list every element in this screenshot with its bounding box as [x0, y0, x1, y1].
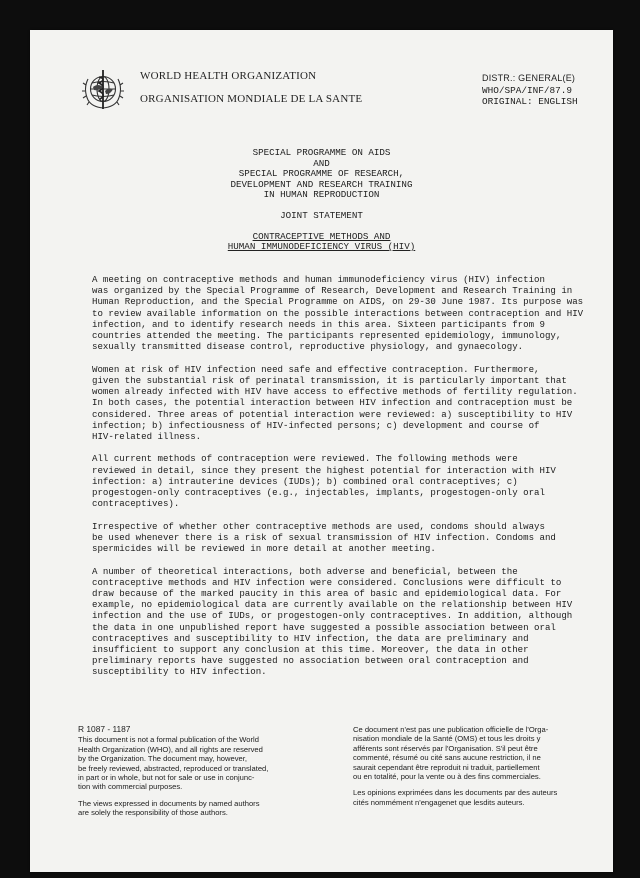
text-line: cités nommément n'engagenet que lesdits auteurs. — [353, 797, 525, 807]
footer-notice-french — [353, 725, 583, 814]
programme-title-line: SPECIAL PROGRAMME OF RESEARCH, — [238, 168, 405, 180]
text-line: be freely reviewed, abstracted, reproduced or translated, — [78, 763, 269, 773]
text-line: draw because of the marked paucity in this area of basic and epidemiological data. For — [92, 588, 562, 600]
text-line: The views expressed in documents by named authors — [78, 798, 260, 808]
text-line: infection: a) intrauterine devices (IUDs); b) combined oral contraceptives; c) — [92, 475, 518, 487]
text-line: women already infected with HIV have access to effective methods of fertility regulation. — [92, 386, 578, 398]
text-line: to review available information on the possible interactions between contraception and HIV — [92, 307, 584, 319]
text-line: All current methods of contraception were reviewed. The following methods were — [92, 453, 518, 465]
text-line: This document is not a formal publication of the World — [78, 735, 259, 745]
text-line: infection; b) infectiousness of HIV-infected persons; c) development and course of — [92, 419, 540, 431]
text-line: commenté, résumé ou cité sans aucune restriction, il ne — [353, 753, 541, 763]
document-number: WHO/SPA/INF/87.9 — [482, 84, 573, 96]
text-line: afférents sont réservés par l'Organisation. S'il peut être — [353, 743, 538, 753]
text-line: contraceptive methods and HIV infection were considered. Conclusions were difficult to — [92, 576, 562, 588]
text-line: tion with commercial purposes. — [78, 782, 183, 792]
body-paragraph — [92, 364, 588, 442]
document-page — [30, 30, 613, 872]
text-line: reviewed in detail, since they present the highest potential for interaction with HIV — [92, 464, 556, 476]
footer-paragraph — [78, 799, 328, 818]
document-reference — [482, 73, 578, 108]
body-paragraph — [92, 521, 588, 555]
text-line: contraceptives). — [92, 498, 180, 510]
title-block — [90, 148, 553, 253]
text-line: A number of theoretical interactions, both adverse and beneficial, between the — [92, 565, 518, 577]
subject-title-line: HUMAN IMMUNODEFICIENCY VIRUS (HIV) — [227, 241, 416, 253]
text-line: countries attended the meeting. The participants represented epidemiology, immunology, — [92, 330, 562, 342]
text-line: HIV-related illness. — [92, 430, 202, 442]
footer-paragraph — [353, 788, 583, 807]
text-line: Les opinions exprimées dans les documents par des auteurs — [353, 788, 558, 798]
who-emblem-icon — [79, 65, 127, 113]
subject-title-line: CONTRACEPTIVE METHODS AND — [252, 230, 391, 242]
statement-body — [92, 274, 588, 689]
text-line: preliminary reports have suggested no association between oral contraception and — [92, 655, 529, 667]
text-line: in part or in whole, but not for sale or use in conjunc- — [78, 773, 255, 783]
text-line: given the substantial risk of perinatal transmission, it is particularly important that — [92, 374, 567, 386]
text-line: infection and the use of IUDs, or progestogen-only contraceptives. In addition, although — [92, 610, 573, 622]
programme-title-line: SPECIAL PROGRAMME ON AIDS — [252, 147, 391, 158]
body-paragraph — [92, 566, 588, 678]
document-code: R 1087 - 1187 — [78, 724, 131, 734]
text-line: infection, and to identify research needs in this area. Sixteen participants from 9 — [92, 318, 545, 330]
text-line: ou en totalité, pour la vente ou à des fins commerciales. — [353, 772, 541, 782]
text-line: Women at risk of HIV infection need safe and effective contraception. Furthermore, — [92, 363, 540, 375]
text-line: Irrespective of whether other contraceptive methods are used, condoms should always — [92, 520, 545, 532]
text-line: sexually transmitted disease control, reproductive physiology, and gynaecology. — [92, 341, 524, 353]
organization-name-french: ORGANISATION MONDIALE DE LA SANTE — [140, 93, 363, 105]
body-paragraph — [92, 274, 588, 352]
text-line: Ce document n'est pas une publication officielle de l'Orga- — [353, 725, 549, 734]
programme-title-line: IN HUMAN REPRODUCTION — [263, 189, 380, 201]
text-line: Human Reproduction, and the Special Programme on AIDS, on 29-30 June 1987. Its purpose was — [92, 296, 584, 308]
footer-notice-english — [78, 725, 328, 825]
footer-paragraph — [78, 735, 328, 791]
joint-statement-heading: JOINT STATEMENT — [280, 209, 363, 221]
text-line: considered. Three areas of potential interaction were reviewed: a) susceptibility to HIV — [92, 408, 573, 420]
text-line: was organized by the Special Programme of Research, Development and Research Training in — [92, 285, 573, 297]
text-line: insufficient to support any conclusion at this time. Moreover, the data in other — [92, 644, 529, 656]
footer-paragraph — [353, 725, 583, 781]
programme-title-line: DEVELOPMENT AND RESEARCH TRAINING — [230, 178, 413, 190]
text-line: In both cases, the potential interaction between HIV infection and contraception must be — [92, 397, 573, 409]
text-line: A meeting on contraceptive methods and human immunodeficiency virus (HIV) infection — [92, 274, 545, 285]
text-line: spermicides will be reviewed in more detail at another meeting. — [92, 543, 436, 555]
text-line: saurait cependant être reproduit ni traduit, partiellement — [353, 762, 540, 772]
programme-title-line: AND — [313, 157, 330, 169]
text-line: by the Organization. The document may, however, — [78, 754, 247, 764]
text-line: be used whenever there is a risk of sexual transmission of HIV infection. Condoms and — [92, 531, 556, 543]
text-line: are solely the responsibility of those authors. — [78, 808, 228, 818]
body-paragraph — [92, 453, 588, 509]
text-line: contraceptives and susceptibility to HIV infection, the data are preliminary and — [92, 632, 529, 644]
text-line: nisation mondiale de la Santé (OMS) et tous les droits y — [353, 734, 541, 744]
text-line: the data in one unpublished report have suggested a possible association between oral — [92, 621, 556, 633]
original-language: ORIGINAL: ENGLISH — [482, 96, 578, 107]
text-line: Health Organization (WHO), and all rights are reserved — [78, 744, 263, 754]
text-line: progestogen-only contraceptives (e.g., injectables, implants, progestogen-only oral — [92, 487, 545, 499]
distribution-label: DISTR.: GENERAL(E) — [482, 73, 576, 83]
text-line: susceptibility to HIV infection. — [92, 666, 267, 678]
organization-name-english: WORLD HEALTH ORGANIZATION — [140, 70, 317, 82]
text-line: example, no epidemiological data are currently available on the relationship between HIV — [92, 599, 573, 611]
